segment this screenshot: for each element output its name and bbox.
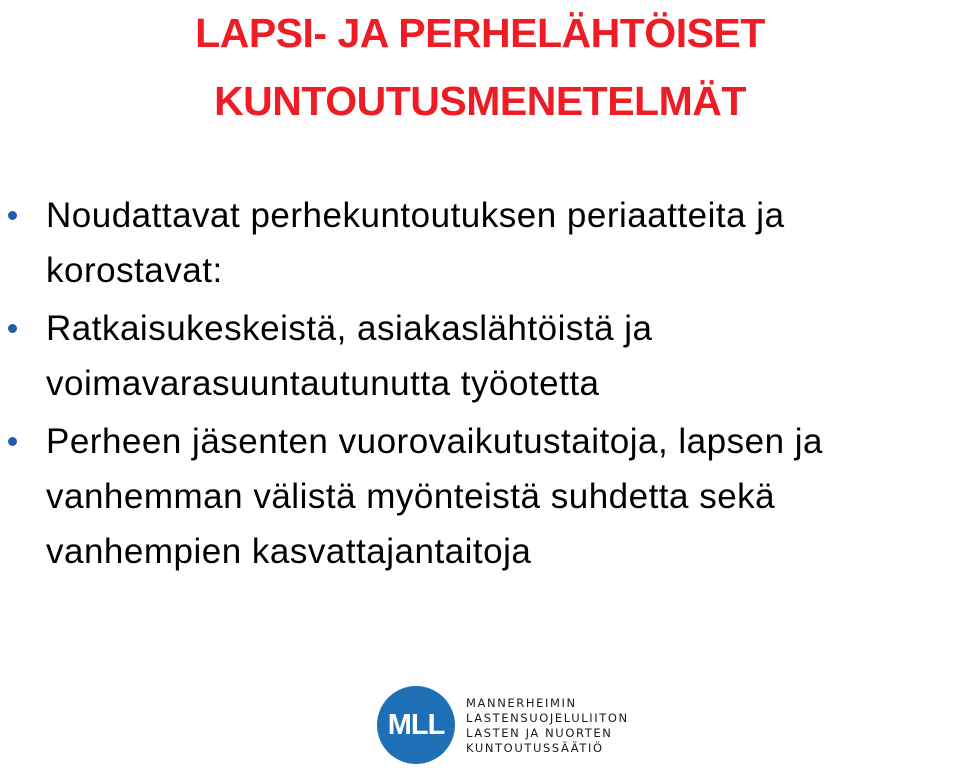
bullet-line: Noudattavat perhekuntoutuksen periaatteita ja — [46, 196, 785, 235]
bullet-line: vanhempien kasvattajantaitoja — [46, 532, 532, 571]
bullet-line: korostavat: — [46, 251, 223, 290]
logo-abbreviation: MLL — [387, 709, 445, 741]
bullet-item-family-skills — [0, 414, 960, 579]
page-title — [0, 0, 960, 130]
logo-line: KUNTOUTUSSÄÄTIÖ — [466, 741, 604, 755]
title-line-2: KUNTOUTUSMENETELMÄT — [214, 78, 746, 124]
bullet-list — [0, 188, 960, 579]
logo-line: LASTENSUOJELULIITON — [466, 711, 629, 725]
bullet-dot-icon — [8, 211, 17, 220]
logo-wordmark — [466, 696, 629, 756]
bullet-line: Perheen jäsenten vuorovaikutustaitoja, lapsen ja — [46, 422, 823, 461]
title-line-1: LAPSI- JA PERHELÄHTÖISET — [195, 10, 765, 56]
organization-logo — [377, 686, 637, 766]
logo-line: LASTEN JA NUORTEN — [466, 726, 613, 740]
logo-line: MANNERHEIMIN — [466, 696, 577, 710]
bullet-item-approach — [0, 301, 960, 411]
bullet-line: voimavarasuuntautunutta työotetta — [46, 364, 600, 403]
bullet-item-principles — [0, 188, 960, 298]
bullet-line: Ratkaisukeskeistä, asiakaslähtöistä ja — [46, 309, 653, 348]
bullet-dot-icon — [8, 324, 17, 333]
bullet-dot-icon — [8, 437, 17, 446]
bullet-line: vanhemman välistä myönteistä suhdetta sekä — [46, 477, 776, 516]
